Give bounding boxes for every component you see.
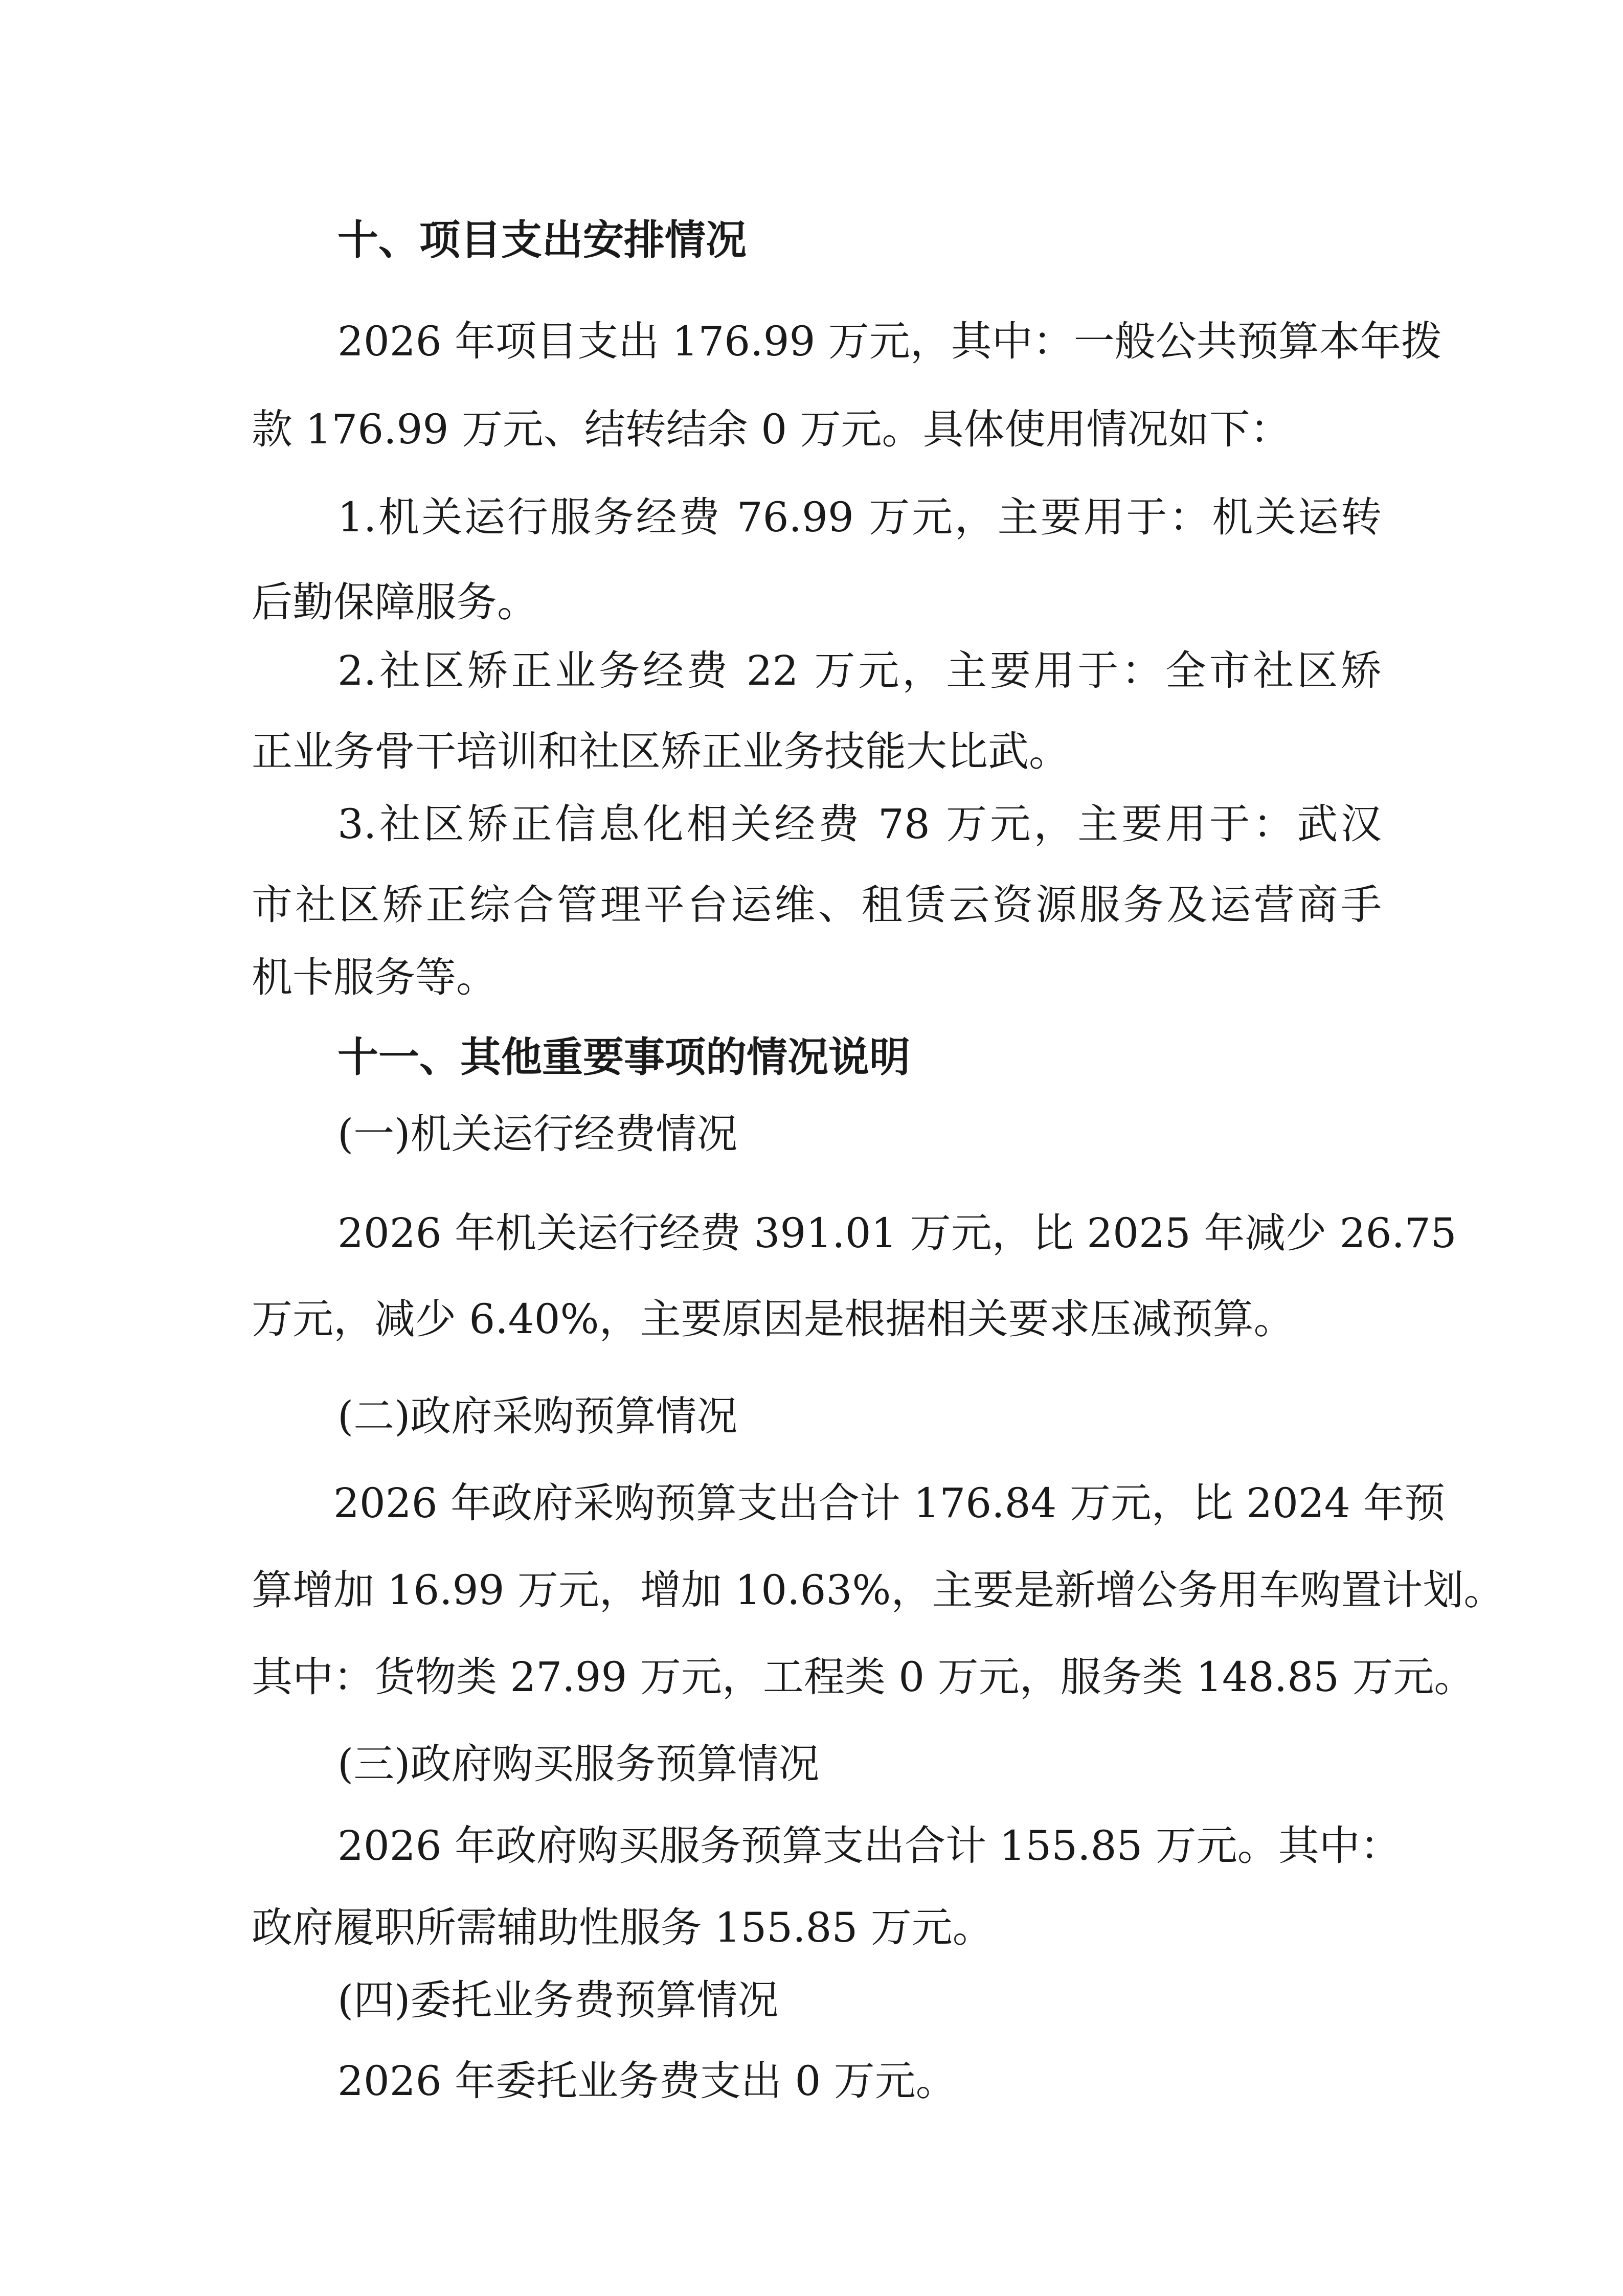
paragraph-line: 其中：货物类 27.99 万元，工程类 0 万元，服务类 148.85 万元。 <box>252 1653 1475 1701</box>
subsection-heading: (一)机关运行经费情况 <box>337 1110 738 1158</box>
subsection-heading: (二)政府采购预算情况 <box>337 1392 738 1440</box>
paragraph-line: 2026 年政府采购预算支出合计 176.84 万元，比 2024 年预 <box>333 1479 1446 1527</box>
paragraph-line: 2026 年项目支出 176.99 万元，其中：一般公共预算本年拨 <box>337 318 1442 365</box>
paragraph-line: 2026 年政府购买服务预算支出合计 155.85 万元。其中： <box>337 1822 1401 1870</box>
list-item-line: 2.社区矫正业务经费 22 万元，主要用于：全市社区矫 <box>337 647 1382 694</box>
list-item-line: 市社区矫正综合管理平台运维、租赁云资源服务及运营商手 <box>252 881 1382 929</box>
paragraph-line: 款 176.99 万元、结转结余 0 万元。具体使用情况如下： <box>252 406 1291 453</box>
paragraph-line: 2026 年委托业务费支出 0 万元。 <box>337 2057 957 2105</box>
paragraph-line: 2026 年机关运行经费 391.01 万元，比 2025 年减少 26.75 <box>337 1209 1457 1257</box>
section-heading-11: 十一、其他重要事项的情况说明 <box>337 1033 910 1081</box>
subsection-heading: (三)政府购买服务预算情况 <box>337 1740 820 1788</box>
list-item-line: 机卡服务等。 <box>252 954 497 1001</box>
list-item-line: 正业务骨干培训和社区矫正业务技能大比武。 <box>252 728 1070 775</box>
paragraph-line: 政府履职所需辅助性服务 155.85 万元。 <box>252 1904 994 1951</box>
subsection-heading: (四)委托业务费预算情况 <box>337 1976 779 2024</box>
section-heading-10: 十、项目支出安排情况 <box>337 216 747 264</box>
list-item-line: 3.社区矫正信息化相关经费 78 万元，主要用于：武汉 <box>337 800 1382 848</box>
list-item-line: 1.机关运行服务经费 76.99 万元，主要用于：机关运转 <box>337 493 1382 541</box>
paragraph-line: 万元，减少 6.40%，主要原因是根据相关要求压减预算。 <box>252 1295 1295 1343</box>
paragraph-line: 算增加 16.99 万元，增加 10.63%，主要是新增公务用车购置计划。 <box>252 1566 1505 1614</box>
list-item-line: 后勤保障服务。 <box>252 578 538 626</box>
